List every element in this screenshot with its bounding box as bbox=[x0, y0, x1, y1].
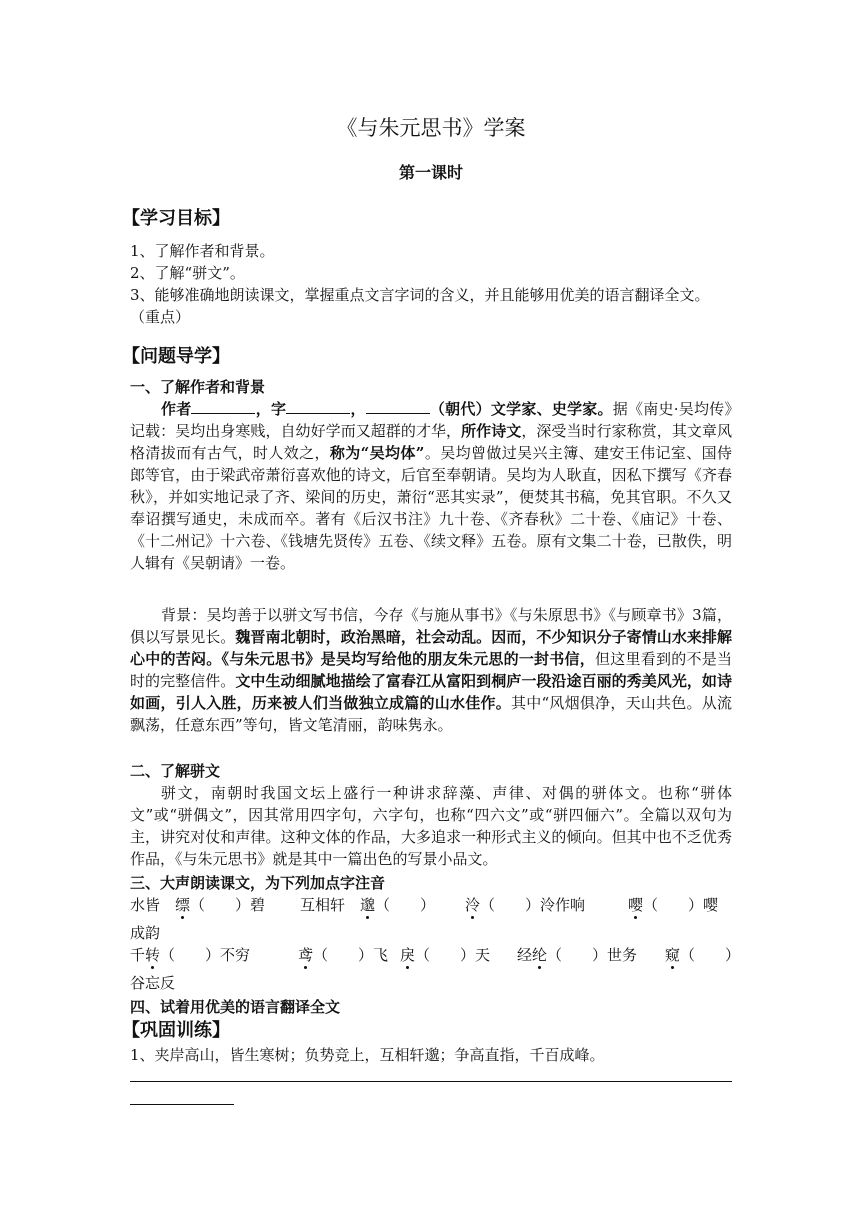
pinyin-blank[interactable]: （ ）碧 bbox=[190, 896, 266, 914]
practice-question-1: 1、夹岸高山，皆生寒树；负势竞上，互相轩邈；争高直指，千百成峰。 bbox=[130, 1046, 605, 1064]
dotted-char: 窥 bbox=[665, 946, 681, 964]
dotted-char: 邈 bbox=[360, 896, 376, 914]
zi-label: ，字 bbox=[255, 400, 287, 418]
goals-list bbox=[130, 240, 732, 328]
dotted-char: 转 bbox=[145, 946, 161, 964]
goal-item: 2、了解“骈文”。 bbox=[130, 264, 245, 282]
dynasty-label: （朝代）文学家、史学家。 bbox=[429, 400, 613, 418]
answer-line[interactable] bbox=[130, 1081, 732, 1082]
section-2-title: 二、了解骈文 bbox=[130, 762, 221, 780]
dotted-char: 嘤 bbox=[628, 896, 644, 914]
author-label: 作者 bbox=[161, 400, 192, 418]
background-paragraph: 背景：吴均善于以骈文写书信，今存《与施从事书》《与朱原思书》《与顾章书》3篇，俱以写景见长。魏晋南北朝时，政治黑暗，社会动乱。因而，不少知识分子寄情山水来排解心中的苦闷。《与朱元思书》是吴均写给他的朋友朱元思的一封书信，但这里看到的不是当时的完整信件。文中生动细腻地描绘了富春江从富阳到桐庐一段沿途百丽的秀美风光，如诗如画，引人入胜，历来被人们当做独立成篇的山水佳作。其中“风烟俱净，天山共色。从流飘荡，任意东西”等句，皆文笔清丽，韵味隽永。 bbox=[130, 606, 732, 734]
practice-heading: 【巩固训练】 bbox=[122, 1020, 230, 1041]
dotted-char: 戾 bbox=[400, 946, 416, 964]
guide-heading: 【问题导学】 bbox=[122, 346, 230, 367]
zi-blank[interactable] bbox=[286, 399, 350, 414]
pinyin-blank[interactable]: （ ） bbox=[680, 946, 741, 964]
dotted-char: 缥 bbox=[175, 896, 191, 914]
lesson-label: 第一课时 bbox=[398, 163, 463, 182]
pinyin-blank[interactable]: （ ）不穷 bbox=[160, 946, 251, 964]
dotted-char: 纶 bbox=[532, 946, 548, 964]
goals-heading: 【学习目标】 bbox=[122, 208, 230, 229]
answer-line[interactable] bbox=[130, 1104, 234, 1105]
pinyin-blank[interactable]: （ ） bbox=[375, 896, 436, 914]
pinyin-blank[interactable]: （ ）泠作响 bbox=[480, 896, 586, 914]
pianwen-paragraph: 骈文，南朝时我国文坛上盛行一种讲求辞藻、声律、对偶的骈体文。也称“骈体文”或“骈偶文”，因其常用四字句，六字句，也称“四六文”或“骈四俪六”。全篇以双句为主，讲究对仗和声律。这种文体的作品，大多追求一种形式主义的倾向。但其中也不乏优秀作品，《与朱元思书》就是其中一篇出色的写景小品文。 bbox=[130, 784, 732, 868]
pinyin-row-2: 千 转 （ ）不穷 鸢 （ ）飞 戾 （ ）天 经 纶 （ ）世务 窥 （ ） bbox=[130, 946, 741, 964]
document-title: 《与朱元思书》学案 bbox=[336, 116, 526, 140]
pinyin-blank[interactable]: （ ）飞 bbox=[313, 946, 389, 964]
pinyin-blank[interactable]: （ ）天 bbox=[415, 946, 491, 964]
section-1-title: 一、了解作者和背景 bbox=[130, 378, 266, 396]
pinyin-row-1: 水皆 缥 （ ）碧 互相轩 邈 （ ） 泠 （ ）泠作响 嘤 （ ）嘤 bbox=[130, 896, 719, 914]
pinyin-blank[interactable]: （ ）嘤 bbox=[643, 896, 719, 914]
dotted-char: 泠 bbox=[465, 896, 481, 914]
dotted-char: 鸢 bbox=[298, 946, 314, 964]
section-4-title: 四、试着用优美的语言翻译全文 bbox=[130, 998, 341, 1016]
goal-item: 1、了解作者和背景。 bbox=[130, 242, 275, 260]
section-3-title: 三、大声朗读课文，为下列加点字注音 bbox=[130, 874, 386, 892]
author-paragraph: 作者 ，字 ， （朝代）文学家、史学家。据《南史·吴均传》记载：吴均出身寒贱，自幼好学而又超群的才华，所作诗文，深受当时行家称赏，其文章风格清拔而有古气，时人效之，称为“吴均体”。吴均曾做过吴兴主簿、建安王伟记室、国侍郎等官，由于梁武帝萧衍喜欢他的诗文，后官至奉朝请。吴均为人耿直，因私下撰写《齐春秋》，并如实地记录了齐、梁间的历史，萧衍“恶其实录”，便焚其书稿，免其官职。不久又奉诏撰写通史，未成而卒。著有《后汉书注》九十卷、《齐春秋》二十卷、《庙记》十卷、《十二州记》十六卷、《钱塘先贤传》五卷、《续文释》五卷。原有文集二十卷，已散佚，明人辑有《吴朝请》一卷。 bbox=[130, 400, 732, 572]
author-blank[interactable] bbox=[191, 399, 255, 414]
pinyin-blank[interactable]: （ ）世务 bbox=[547, 946, 638, 964]
goal-item: 3、能够准确地朗读课文，掌握重点文言字词的含义，并且能够用优美的语言翻译全文。（重点） bbox=[130, 286, 710, 326]
dynasty-blank[interactable] bbox=[366, 399, 430, 414]
